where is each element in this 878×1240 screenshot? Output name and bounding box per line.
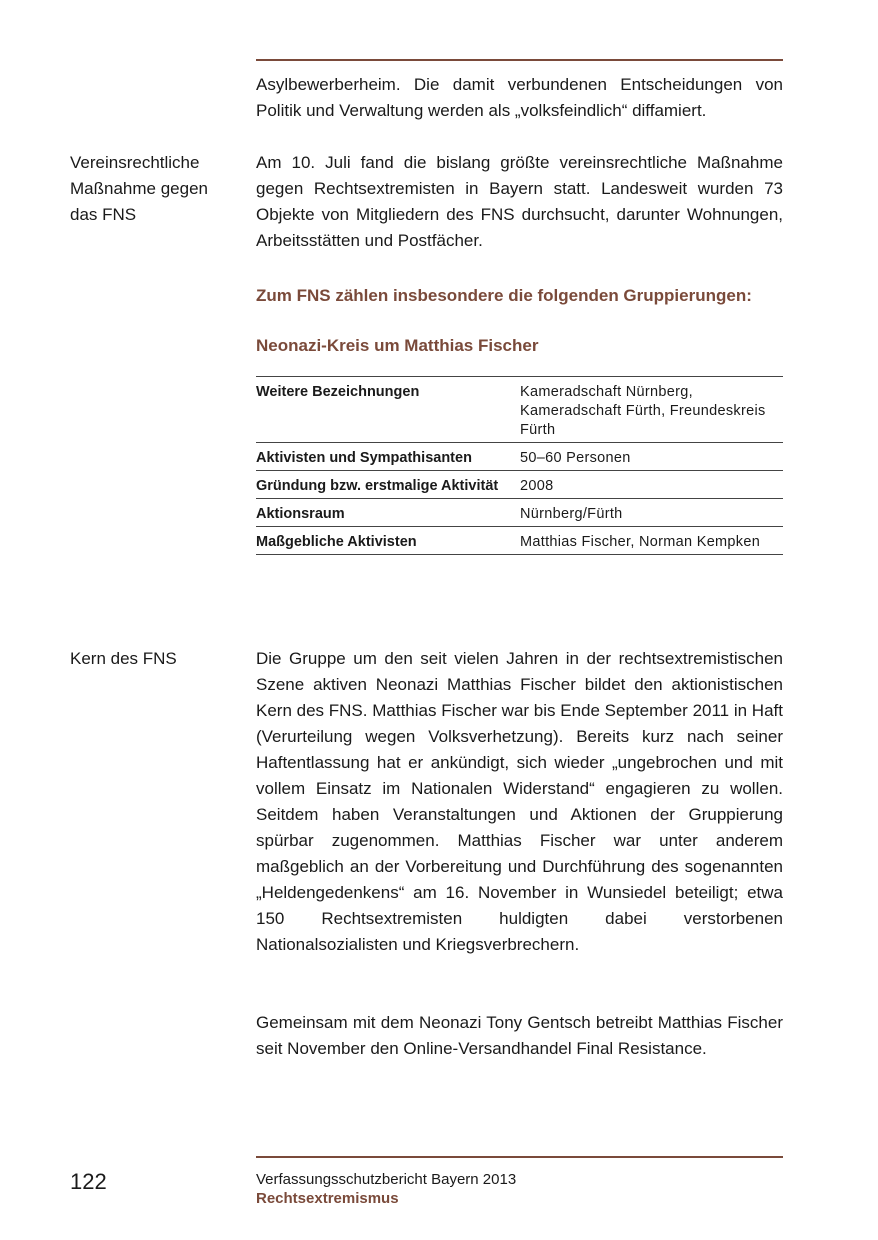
table-row	[256, 443, 783, 471]
section2-paragraph-1: Die Gruppe um den seit vielen Jahren in der rechtsextremistischen Szene aktiven Neonazi Matthias Fischer bildet den aktionistischen Kern des FNS. Matthias Fischer war bis Ende September 2011 in Haft (Verurteilung wegen Volksverhetzung). Bereits kurz nach seiner Haftentlassung hat er ankündigt, sich wieder „ungebrochen und mit vollem Einsatz im Nationalen Widerstand“ engagieren zu wollen. Seitdem haben Veranstaltungen und Aktionen der Gruppierung spürbar zugenommen. Matthias Fischer war unter anderem maßgeblich an der Vorbereitung und Durchführung des sogenannten „Heldengedenkens“ am 16. November in Wunsiedel beteiligt; etwa 150 Rechtsextremisten huldigten dabei verstorbenen Nationalsozialisten und Kriegsverbrechern.	[256, 649, 783, 954]
margin-label-kern-des-fns: Kern des FNS	[70, 649, 177, 668]
intro-paragraph: Asylbewerberheim. Die damit verbundenen Entscheidungen von Politik und Verwaltung werden als „volksfeindlich“ diffamiert.	[256, 75, 783, 120]
table-value: 2008	[520, 478, 554, 494]
table-key: Maßgebliche Aktivisten	[256, 534, 417, 550]
top-rule	[256, 59, 783, 61]
table-key: Aktivisten und Sympathisanten	[256, 450, 472, 466]
table-key: Weitere Bezeichnungen	[256, 384, 420, 400]
table-row	[256, 499, 783, 527]
section1-paragraph: Am 10. Juli fand die bislang größte vereinsrechtliche Maßnahme gegen Rechtsextremisten in Bayern statt. Landesweit wurden 73 Objekte von Mitgliedern des FNS durchsucht, darunter Wohnungen, Arbeitsstätten und Postfächer.	[256, 153, 783, 250]
table-key: Aktionsraum	[256, 506, 345, 522]
table-value: Kameradschaft Nürnberg, Kameradschaft Fürth, Freundeskreis Fürth	[520, 384, 766, 438]
publication-title: Verfassungsschutzbericht Bayern 2013	[256, 1171, 517, 1188]
page-number: 122	[70, 1169, 107, 1194]
footer-rule	[256, 1156, 783, 1158]
table-key: Gründung bzw. erstmalige Aktivität	[256, 478, 499, 494]
table-row	[256, 471, 783, 499]
margin-label-vereinsrechtliche-massnahme: Vereinsrechtliche Maßnahme gegen das FNS	[70, 153, 208, 224]
table-value: Nürnberg/Fürth	[520, 506, 623, 522]
section2-paragraph-2: Gemeinsam mit dem Neonazi Tony Gentsch betreibt Matthias Fischer seit November den Online-Versandhandel Final Resistance.	[256, 1013, 783, 1058]
table-value: 50–60 Personen	[520, 450, 631, 466]
groups-heading: Zum FNS zählen insbesondere die folgenden Gruppierungen:	[256, 286, 752, 305]
footer-text	[256, 1170, 516, 1208]
table-value: Matthias Fischer, Norman Kempken	[520, 534, 761, 550]
group-title: Neonazi-Kreis um Matthias Fischer	[256, 336, 539, 355]
facts-table	[256, 376, 783, 555]
table-row	[256, 527, 783, 555]
chapter-title: Rechtsextremismus	[256, 1190, 399, 1207]
table-row	[256, 377, 783, 443]
